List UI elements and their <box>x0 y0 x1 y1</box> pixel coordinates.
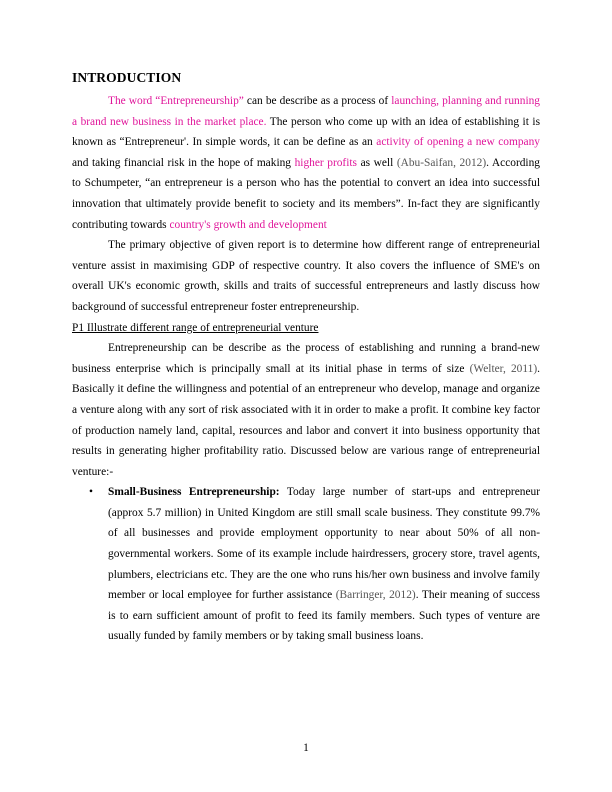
citation: (Abu-Saifan, 2012) <box>396 156 487 169</box>
text-run: The person who come up with an idea of establishing it is known as “Entrepreneur'. In simple words, it can be define as an <box>72 115 541 149</box>
citation: (Welter, 2011) <box>469 362 538 375</box>
text-run: Entrepreneurship can be describe as the process of establishing and running a brand-new business enterprise which is principally small at its initial phase in terms of size <box>72 342 540 375</box>
highlighted-text: launching, planning and running a brand new business in the market place. <box>72 95 540 128</box>
text-run: as well <box>357 156 397 169</box>
highlighted-text: higher profits <box>294 156 357 169</box>
intro-paragraph-1 <box>72 91 540 235</box>
text-run: . According to Schumpeter, “an entrepreneur is a person who has the potential to convert an idea into successful innovation that ultimately provide benefit to society and its members”. In-fact they are significantly contributing towards <box>72 156 540 231</box>
section-heading: P1 Illustrate different range of entrepreneurial venture <box>72 321 319 334</box>
bullet-body <box>108 486 540 642</box>
text-run: . Their meaning of success is to earn sufficient amount of profit to feed its family members. Such types of venture are usually funded by family members or by taking small business loans. <box>108 589 540 643</box>
page-number: 1 <box>303 742 309 754</box>
text-run: and taking financial risk in the hope of making <box>72 156 295 169</box>
bullet-icon: • <box>89 486 93 499</box>
text-run: can be describe as a process of <box>243 95 392 107</box>
page-title: INTRODUCTION <box>72 70 182 85</box>
list-item <box>72 482 540 647</box>
highlighted-text: country's growth and development <box>169 218 327 231</box>
citation: (Barringer, 2012) <box>335 589 416 602</box>
bullet-list <box>72 482 540 647</box>
bullet-title: Small-Business Entrepreneurship: <box>108 486 280 499</box>
highlighted-text: The word “Entrepreneurship” <box>108 95 244 107</box>
section-paragraph-1 <box>72 338 540 482</box>
text-run: Today large number of start-ups and entrepreneur (approx 5.7 million) in United Kingdom are still small scale business. They constitute 99.7% of all businesses and provide employment opportunity to near about 50% of all non-governmental workers. Some of its example include hairdressers, grocery store, travel agents, plumbers, electricians etc. They are the one who runs his/her own business and involve family member or local employee for further assistance <box>108 486 540 602</box>
text-run: . Basically it define the willingness and potential of an entrepreneur who develop, manage and organize a venture along with any sort of risk associated with it in order to make a profit. It combine key factor of production namely land, capital, resources and labor and convert it into business opportunity that results in generating higher profitability ratio. Discussed below are various range of entrepreneurial venture:- <box>72 362 540 478</box>
document-page <box>72 70 540 647</box>
intro-paragraph-2: The primary objective of given report is to determine how different range of entrepreneurial venture assist in maximising GDP of respective country. It also covers the influence of SME's on overall UK's economic growth, skills and traits of successful entrepreneurs and lastly discuss how background of successful entrepreneur foster entrepreneurship. <box>72 239 540 313</box>
highlighted-text: activity of opening a new company <box>376 136 540 149</box>
